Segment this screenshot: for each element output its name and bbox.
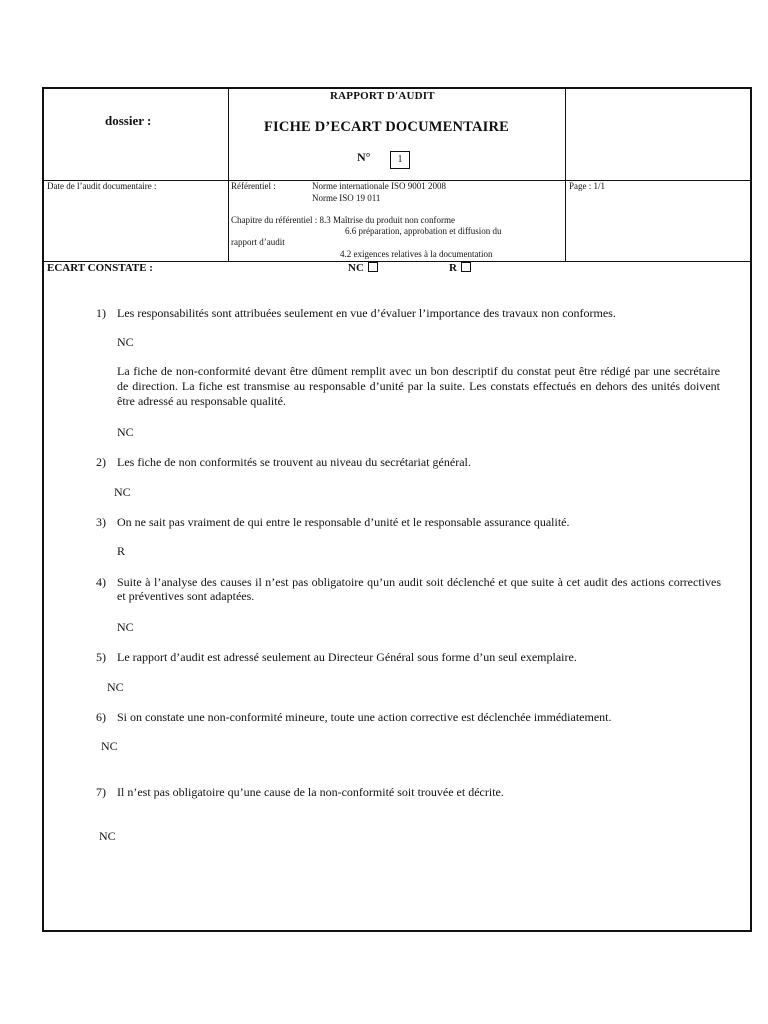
item-response: NC [107,680,124,694]
ecart-constate-label: ECART CONSTATE : [47,262,153,274]
chapitre-line-1: Chapitre du référentiel : 8.3 Maîtrise du produit non conforme [231,215,455,225]
chapitre-line-3: rapport d’audit [231,237,285,247]
page-indicator: Page : 1/1 [569,181,605,191]
item-response: NC [99,829,116,843]
item-response: NC [101,739,118,753]
r-option[interactable] [449,262,471,274]
item-number: 4) [96,575,106,589]
norme-iso-19011: Norme ISO 19 011 [312,193,381,203]
item-number: 5) [96,650,106,664]
item-number: 1) [96,306,106,320]
r-checkbox[interactable] [461,262,471,272]
header-divider-left [228,88,229,262]
item-paragraph: La fiche de non-conformité devant être dûment remplit avec un bon descriptif du constat peut être rédigé par une secrétaire de direction. La fiche est transmise au responsable d’unité par la suite. Les constats effectués en dehors des unités doivent être adressé au responsable qualité. [117,364,720,408]
nc-checkbox[interactable] [368,262,378,272]
item-number: 7) [96,785,106,799]
item-response: NC [117,620,134,634]
item-response: NC [117,425,134,439]
dossier-label: dossier : [105,113,152,128]
item-response: R [117,544,126,558]
item-text: Si on constate une non-conformité mineure, toute une action corrective est déclenchée immédiatement. [117,710,612,724]
date-audit-label: Date de l’audit documentaire : [47,181,157,191]
item-text: Il n’est pas obligatoire qu’une cause de la non-conformité soit trouvée et décrite. [117,785,504,799]
item-response: NC [114,485,131,499]
r-option-label: R [449,262,457,274]
nc-option[interactable] [348,262,378,274]
norme-iso-9001: Norme internationale ISO 9001 2008 [312,181,446,191]
item-response: NC [117,335,134,349]
item-text: Le rapport d’audit est adressé seulement au Directeur Général sous forme d’un seul exemplaire. [117,650,577,664]
item-text: Suite à l’analyse des causes il n’est pas obligatoire qu’un audit soit déclenché et que suite à cet audit des actions correctives et préventives sont adaptées. [117,575,721,603]
item-number: 2) [96,455,106,469]
chapitre-line-4: 4.2 exigences relatives à la documentation [340,249,493,259]
item-text: On ne sait pas vraiment de qui entre le responsable d’unité et le responsable assurance qualité. [117,515,570,529]
fiche-title: FICHE D’ECART DOCUMENTAIRE [264,119,510,135]
rapport-title: RAPPORT D'AUDIT [330,90,435,102]
item-text: Les fiche de non conformités se trouvent au niveau du secrétariat général. [117,455,471,469]
header-divider-right [565,88,566,262]
numero-value: 1 [390,151,410,169]
chapitre-line-2: 6.6 préparation, approbation et diffusion du [345,226,502,236]
item-number: 3) [96,515,106,529]
item-text: Les responsabilités sont attribuées seulement en vue d’évaluer l’importance des travaux non conformes. [117,306,616,320]
numero-label: N° [357,150,371,164]
referentiel-label: Référentiel : [231,181,276,191]
item-number: 6) [96,710,106,724]
nc-option-label: NC [348,262,364,274]
audit-form-frame [42,87,752,932]
